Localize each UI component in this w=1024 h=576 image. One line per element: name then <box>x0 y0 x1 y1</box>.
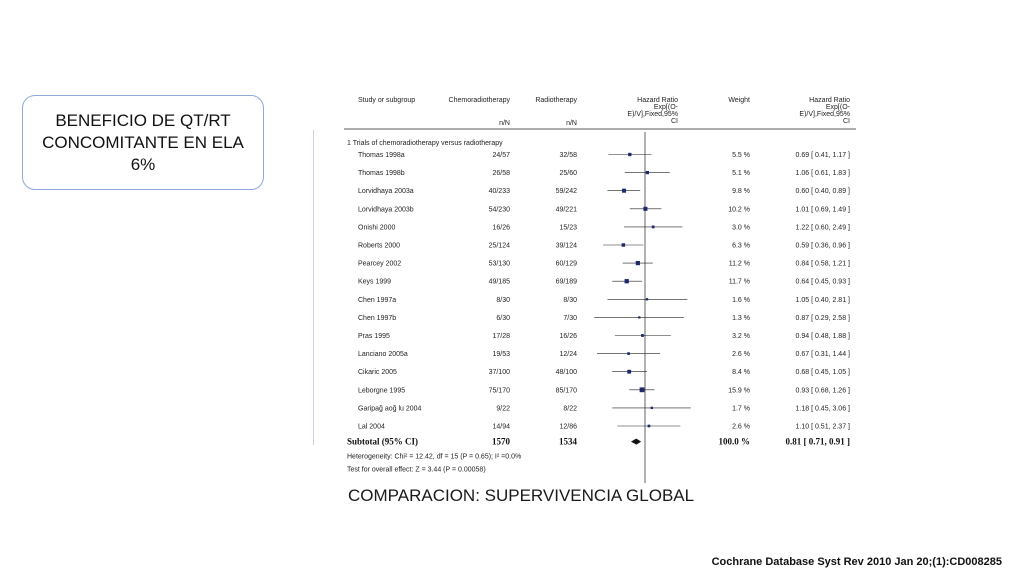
study-name: Lorvidhaya 2003a <box>358 188 414 196</box>
header-nN-group2: n/N <box>566 120 577 127</box>
study-name: Lorvidhaya 2003b <box>358 206 414 214</box>
study-weight: 2.6 % <box>732 351 750 359</box>
subtotal-label: Subtotal (95% CI) <box>347 436 419 447</box>
study-weight: 6.3 % <box>732 242 750 250</box>
study-name: Pearcey 2002 <box>358 260 402 268</box>
header-hr-text-line: Exp[(O- <box>825 104 850 111</box>
study-weight: 10.2 % <box>728 206 750 214</box>
study-group2-events: 15/23 <box>559 224 577 232</box>
study-group2-events: 7/30 <box>563 314 577 322</box>
study-point-estimate <box>627 352 630 355</box>
study-weight: 11.2 % <box>728 260 750 268</box>
study-weight: 1.6 % <box>732 296 750 304</box>
study-group2-events: 48/100 <box>555 369 577 377</box>
callout-line-1: BENEFICIO DE QT/RT <box>55 110 231 130</box>
study-hr-ci: 0.64 [ 0.45, 0.93 ] <box>795 278 850 286</box>
study-group1-events: 9/22 <box>496 405 510 413</box>
study-point-estimate <box>641 334 644 337</box>
study-name: Keys 1999 <box>358 278 392 286</box>
subtotal-group2: 1534 <box>559 436 577 447</box>
header-group1: Chemoradiotherapy <box>448 97 510 104</box>
study-name: Thomas 1998a <box>358 152 405 159</box>
study-weight: 3.2 % <box>732 333 750 340</box>
header-nN-group1: n/N <box>499 120 510 127</box>
study-group2-events: 8/22 <box>563 405 577 413</box>
study-group2-events: 85/170 <box>555 387 577 395</box>
study-group1-events: 24/57 <box>492 152 510 159</box>
study-name: Garipağ aoğ lu 2004 <box>358 405 422 413</box>
study-point-estimate <box>638 316 640 318</box>
forest-plot <box>340 88 865 483</box>
study-group1-events: 16/26 <box>492 224 510 232</box>
study-point-estimate <box>652 226 655 229</box>
study-hr-ci: 0.94 [ 0.48, 1.88 ] <box>795 333 850 340</box>
study-group2-events: 12/86 <box>559 423 577 431</box>
study-group1-events: 6/30 <box>496 314 510 322</box>
study-group1-events: 17/28 <box>492 333 510 340</box>
study-group2-events: 32/58 <box>559 152 577 159</box>
study-group1-events: 75/170 <box>488 387 510 395</box>
study-group1-events: 14/94 <box>492 423 510 431</box>
study-group2-events: 12/24 <box>559 351 577 359</box>
header-study: Study or subgroup <box>358 97 416 104</box>
comparison-caption: COMPARACION: SUPERVIVENCIA GLOBAL <box>348 486 695 505</box>
header-weight: Weight <box>728 97 750 104</box>
header-group2: Radiotherapy <box>535 97 577 104</box>
header-hr-text-line: E)/V],Fixed,95% <box>799 111 850 118</box>
study-group1-events: 26/58 <box>492 170 510 178</box>
study-hr-ci: 0.67 [ 0.31, 1.44 ] <box>795 351 850 359</box>
study-point-estimate <box>636 261 640 265</box>
study-name: Pras 1995 <box>358 333 390 340</box>
study-point-estimate <box>628 153 631 156</box>
study-point-estimate <box>646 298 648 300</box>
subtotal-group1: 1570 <box>492 436 510 447</box>
study-hr-ci: 1.22 [ 0.60, 2.49 ] <box>795 224 850 232</box>
divider-line <box>313 130 314 445</box>
study-group1-events: 49/185 <box>488 278 510 286</box>
study-group2-events: 69/189 <box>555 278 577 286</box>
study-group1-events: 19/53 <box>492 351 510 359</box>
study-point-estimate <box>651 407 653 409</box>
study-weight: 2.6 % <box>732 423 750 431</box>
study-point-estimate <box>622 243 625 246</box>
study-weight: 9.8 % <box>732 188 750 196</box>
study-group2-events: 16/26 <box>559 333 577 340</box>
study-point-estimate <box>643 207 647 211</box>
study-hr-ci: 0.68 [ 0.45, 1.05 ] <box>795 369 850 377</box>
subgroup-label: 1 Trials of chemoradiotherapy versus radiotherapy <box>347 140 503 147</box>
study-name: Lanciano 2005a <box>358 351 408 359</box>
header-hr-text-line: CI <box>843 118 850 125</box>
study-name: Leborgne 1995 <box>358 387 406 395</box>
callout-line-3: 6% <box>130 154 156 174</box>
study-hr-ci: 1.05 [ 0.40, 2.81 ] <box>795 296 850 304</box>
header-hr-plot-line: Hazard Ratio <box>637 97 678 104</box>
study-point-estimate <box>648 425 651 428</box>
study-name: Thomas 1998b <box>358 170 405 178</box>
subtotal-hr-ci: 0.81 [ 0.71, 0.91 ] <box>785 436 850 447</box>
study-group2-events: 59/242 <box>555 188 577 196</box>
study-point-estimate <box>625 279 629 283</box>
study-hr-ci: 0.93 [ 0.68, 1.26 ] <box>795 387 850 395</box>
study-point-estimate <box>622 189 626 193</box>
study-name: Chen 1997a <box>358 296 397 304</box>
callout-line-2: CONCOMITANTE EN ELA <box>42 132 244 152</box>
study-weight: 5.1 % <box>732 170 750 178</box>
study-group2-events: 25/60 <box>559 170 577 178</box>
study-weight: 11.7 % <box>728 278 750 286</box>
study-hr-ci: 0.60 [ 0.40, 0.89 ] <box>795 188 850 196</box>
study-name: Chen 1997b <box>358 314 397 322</box>
study-weight: 1.7 % <box>732 405 750 413</box>
study-name: Onishi 2000 <box>358 224 396 232</box>
study-hr-ci: 1.10 [ 0.51, 2.37 ] <box>795 423 850 431</box>
overall-effect-text: Test for overall effect: Z = 3.44 (P = 0.00058) <box>347 466 486 474</box>
study-group2-events: 39/124 <box>555 242 577 250</box>
header-hr-text-line: Hazard Ratio <box>809 97 850 104</box>
study-group1-events: 54/230 <box>488 206 510 214</box>
study-hr-ci: 1.06 [ 0.61, 1.83 ] <box>795 170 850 178</box>
study-point-estimate <box>646 171 649 174</box>
header-hr-plot-line: CI <box>671 118 678 125</box>
study-name: Cikaric 2005 <box>358 369 397 377</box>
study-hr-ci: 0.69 [ 0.41, 1.17 ] <box>795 152 850 159</box>
study-hr-ci: 0.87 [ 0.29, 2.58 ] <box>795 314 850 322</box>
study-weight: 3.0 % <box>732 224 750 232</box>
study-group1-events: 40/233 <box>488 188 510 196</box>
study-point-estimate <box>640 387 645 392</box>
study-name: Roberts 2000 <box>358 242 401 250</box>
subtotal-diamond <box>631 439 641 445</box>
study-group1-events: 8/30 <box>496 296 510 304</box>
study-name: Lal 2004 <box>358 423 385 431</box>
heterogeneity-text: Heterogeneity: Chi² = 12.42, df = 15 (P = 0.65); I² =0.0% <box>347 453 522 461</box>
study-group2-events: 8/30 <box>563 296 577 304</box>
study-weight: 1.3 % <box>732 314 750 322</box>
header-hr-plot-line: Exp[(O- <box>653 104 678 111</box>
study-weight: 8.4 % <box>732 369 750 377</box>
study-point-estimate <box>627 370 631 374</box>
study-hr-ci: 0.59 [ 0.36, 0.96 ] <box>795 242 850 250</box>
study-group2-events: 60/129 <box>555 260 577 268</box>
subtotal-weight: 100.0 % <box>718 436 750 447</box>
citation: Cochrane Database Syst Rev 2010 Jan 20;(1):CD008285 <box>711 556 1002 568</box>
study-weight: 5.5 % <box>732 152 750 159</box>
study-group1-events: 37/100 <box>488 369 510 377</box>
benefit-callout-box <box>22 95 264 190</box>
study-group1-events: 53/130 <box>488 260 510 268</box>
study-hr-ci: 1.01 [ 0.69, 1.49 ] <box>795 206 850 214</box>
header-hr-plot-line: E)/V],Fixed,95% <box>627 111 678 118</box>
study-group1-events: 25/124 <box>488 242 510 250</box>
study-group2-events: 49/221 <box>555 206 577 214</box>
study-hr-ci: 0.84 [ 0.58, 1.21 ] <box>795 260 850 268</box>
study-hr-ci: 1.18 [ 0.45, 3.06 ] <box>795 405 850 413</box>
study-weight: 15.9 % <box>728 387 750 395</box>
